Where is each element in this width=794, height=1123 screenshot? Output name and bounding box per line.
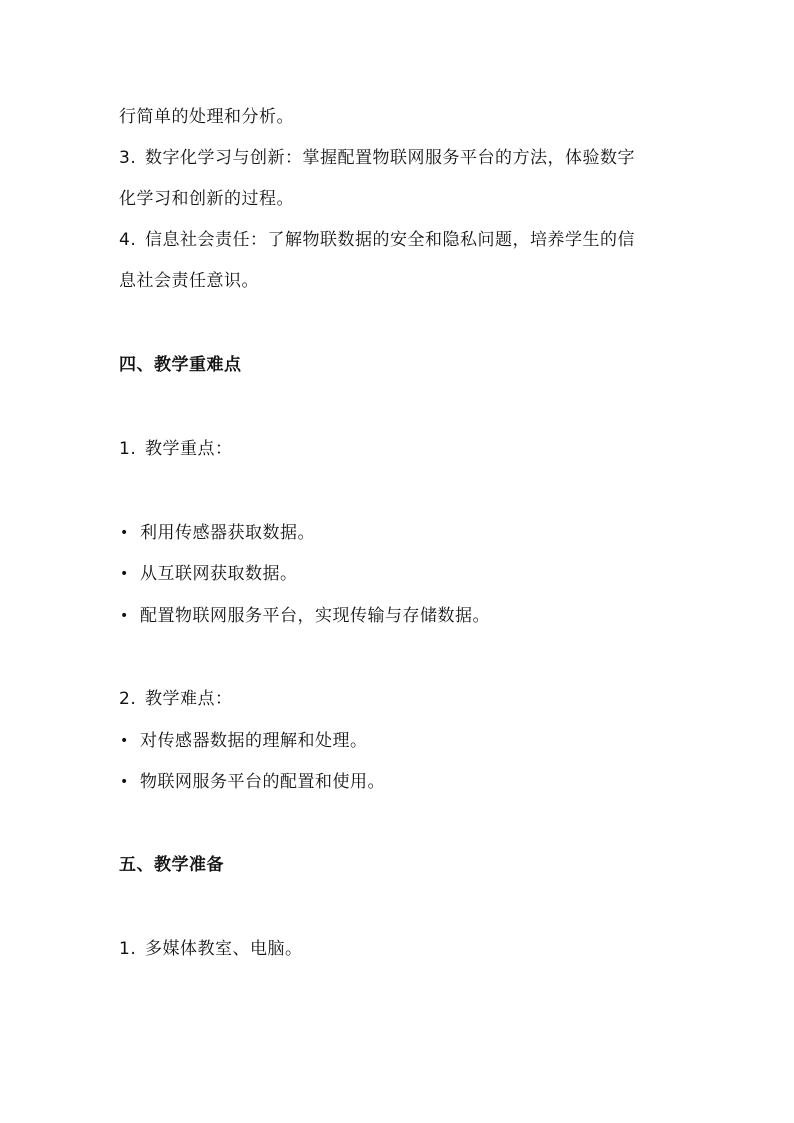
objective-3-line-1	[119, 147, 635, 169]
bullet-icon: •	[120, 525, 129, 541]
section-5-heading: 五、教学准备	[119, 855, 224, 875]
objective-4-line-2: 息社会责任意识。	[119, 271, 259, 291]
list-item-text: 从互联网获取数据。	[140, 564, 298, 584]
list-item-text: 配置物联网服务平台，实现传输与存储数据。	[140, 606, 490, 626]
list-item-text: 对传感器数据的理解和处理。	[140, 731, 368, 751]
bullet-icon: •	[120, 566, 129, 582]
objective-4-line-1	[119, 229, 635, 251]
bullet-icon: •	[120, 774, 129, 790]
list-item	[120, 563, 298, 585]
difficulties-text: 教学难点：	[145, 689, 233, 709]
difficulties-label	[119, 688, 233, 710]
intro-continuation: 行简单的处理和分析。	[119, 107, 294, 127]
objective-3-line-2: 化学习和创新的过程。	[119, 189, 294, 209]
key-points-label	[119, 438, 233, 460]
list-item	[120, 771, 385, 793]
key-points-number: 1.	[119, 439, 137, 459]
list-item-text: 利用传感器获取数据。	[140, 523, 315, 543]
objective-3-number: 3.	[119, 148, 137, 168]
preparation-item-1	[119, 938, 303, 960]
bullet-icon: •	[120, 733, 129, 749]
bullet-icon: •	[120, 608, 129, 624]
objective-4-text: 信息社会责任：了解物联数据的安全和隐私问题，培养学生的信	[145, 230, 635, 250]
difficulties-number: 2.	[119, 689, 137, 709]
list-item	[120, 605, 490, 627]
key-points-text: 教学重点：	[145, 439, 233, 459]
section-4-heading: 四、教学重难点	[119, 355, 242, 375]
objective-3-text: 数字化学习与创新：掌握配置物联网服务平台的方法，体验数字	[145, 148, 635, 168]
objective-4-number: 4.	[119, 230, 137, 250]
list-item-text: 物联网服务平台的配置和使用。	[140, 772, 385, 792]
preparation-item-text: 多媒体教室、电脑。	[145, 939, 303, 959]
list-item	[120, 730, 368, 752]
preparation-item-number: 1.	[119, 939, 137, 959]
list-item	[120, 522, 315, 544]
